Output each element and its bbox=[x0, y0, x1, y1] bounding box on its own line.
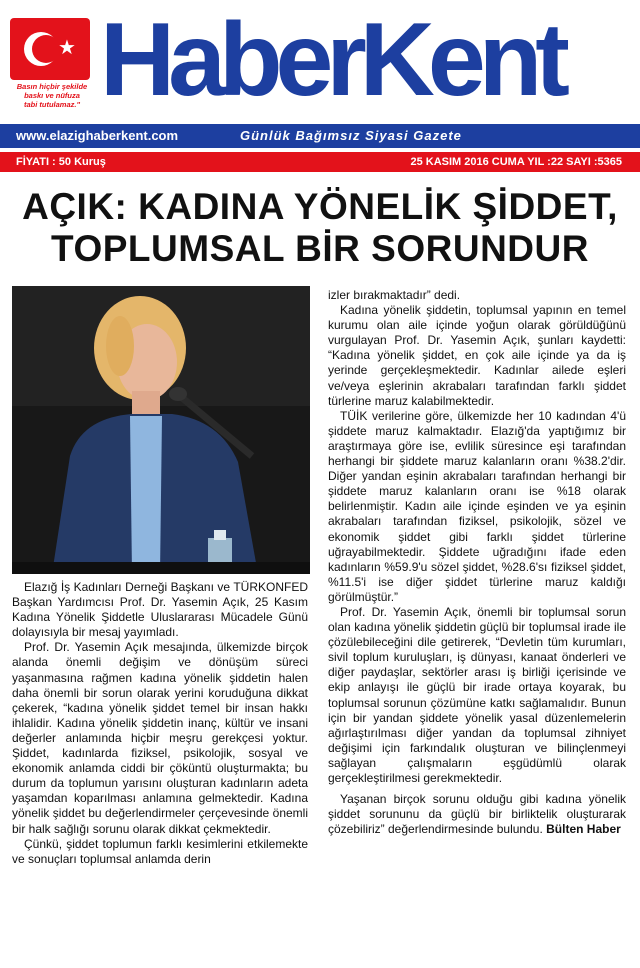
website-link[interactable]: www.elazighaberkent.com bbox=[16, 128, 179, 143]
article-photo bbox=[12, 286, 310, 574]
newspaper-slogan: Günlük Bağımsız Siyasi Gazete bbox=[240, 128, 462, 143]
article-paragraph: Prof. Dr. Yasemin Açık, önemli bir toplumsal sorun olan kadına yönelik şiddetin güçlü bir toplumsal irade ile çözülebileceğini dile getirerek, “Devletin tüm kurumları, sivil toplum kuruluşları, iş dünyası, kanaat önderleri ve diğer paydaşlar, sektörler arası iş birliği içerisinde ve ekip anlayışı ile güçlü bir irade ortaya koyarak, bu toplumsal sorunun çözümüne katkı sağlamalıdır. Bunun için bir yandan şiddete yönelik yasal düzenlemelerin ağırlaştırılması diğer yandan da toplumsal zihniyet değişimi için farkındalık oluşturan ve bilinçlenmeyi sağlayan çalışmaların eşgüdümlü olarak gerçekleştirilmesi gerekmektedir. bbox=[328, 604, 626, 785]
motto-line: Basın hiçbir şekilde bbox=[16, 82, 88, 91]
article-paragraph: Prof. Dr. Yasemin Açık mesajında, ülkemizde birçok alanda önemli değişim ve dönüşüm süreci yaşanmasına rağmen kadına yönelik şiddetin halen daha önemli bir sorun olarak yerini koruduğuna dikkat çekerek, “kadına yönelik şiddet temel bir insan hakkı ihlalidir. Kadına yönelik şiddetin inanç, kültür ve insani değerler anlamında hiçbir meşru gerekçesi yoktur. Şiddet, kadınlarda fiziksel, psikolojik, sosyal ve ekonomik anlamda ciddi bir çöküntü oluşturmakta; bu durum da toplumun yarısını oluşturan kadınların adeta yaşamdan koparılması anlamına gelmektedir. Kadına yönelik şiddet bu değerlendirmeler çerçevesinde önemli bir halk sağlığı sorunu olarak dikkat çekmektedir. bbox=[12, 640, 308, 836]
motto-line: tabi tutulamaz." bbox=[23, 100, 81, 109]
article-paragraph-final bbox=[328, 792, 626, 837]
article-paragraph: Kadına yönelik şiddetin, toplumsal yapının en temel kurumu olan aile içinde yoğun olarak görüldüğünü vurgulayan Prof. Dr. Yasemin Açık, şunları kaydetti: “Kadına yönelik şiddet, en çok aile içinde ya da iş yerinde gerçekleşmektedir. Kadınlar ailede eşleri ve/veya eşlerinin akrabaları tarafından farklı şiddet türlerine maruz kalabilmektedir. bbox=[328, 303, 626, 408]
article-column-left bbox=[12, 580, 308, 867]
headline-line: TOPLUMSAL BİR SORUNDUR bbox=[51, 228, 589, 269]
article-headline bbox=[0, 186, 640, 270]
headline-line: AÇIK: KADINA YÖNELİK ŞİDDET, bbox=[22, 186, 618, 227]
article-paragraph: Elazığ İş Kadınları Derneği Başkanı ve TÜRKONFED Başkan Yardımcısı Prof. Dr. Yasemin Açık, 25 Kasım Kadına Yönelik Şiddetle Uluslararası Mücadele Günü dolayısıyla bir mesaj yayımladı. bbox=[12, 580, 308, 640]
turkish-flag-icon: ★ bbox=[10, 18, 90, 80]
article-paragraph: TÜİK verilerine göre, ülkemizde her 10 kadından 4'ü şiddete maruz kalmaktadır. Elazığ'da yaptığımız bir araştırmaya göre ise, evlilik süresince eşi tarafından herhangi bir şiddete maruz kalanların oranı %38.2'dir. Diğer yandan eşinin akrabaları tarafından herhangi bir şiddete maruz kalanların oranı ise %18 olarak belirlenmiştir. Kadın aile içinde eşinden ve ya eşinin akrabaları tarafından fiziksel, psikolojik, sözel ve ekonomik şiddet gibi farklı şiddet türlerine uğrayabilmektedir. Şiddete uğradığını ifade eden kadınların %59.9'u sözel şiddet, %28.6'sı fiziksel şiddet, %11.5'i ise diğer şiddet türlerine maruz kaldığı görülmüştür.” bbox=[328, 408, 626, 604]
article-paragraph: izler bırakmaktadır” dedi. bbox=[328, 288, 461, 302]
speaker-photo-illustration bbox=[12, 286, 310, 574]
issue-info: 25 KASIM 2016 CUMA YIL :22 SAYI :5365 bbox=[410, 156, 622, 168]
article-column-right bbox=[328, 288, 626, 837]
issue-bar bbox=[0, 152, 640, 172]
website-bar bbox=[0, 124, 640, 148]
logo-part-kent: Kent bbox=[359, 2, 563, 118]
newspaper-logo[interactable] bbox=[100, 4, 563, 116]
article-paragraph: Yaşanan birçok sorunu olduğu gibi kadına yönelik şiddet sorununu da güçlü bir birliktelik oluşturarak çözebiliriz” değerlendirmesinde bulundu. bbox=[328, 792, 626, 837]
logo-part-haber: Haber bbox=[100, 2, 360, 118]
motto-line: baskı ve nüfuza bbox=[24, 91, 80, 100]
price-label: FİYATI : 50 Kuruş bbox=[16, 156, 106, 168]
masthead-motto bbox=[10, 82, 94, 109]
article-paragraph: Çünkü, şiddet toplumun farklı kesimlerini etkilemekte ve sonuçları toplumsal anlamda derin bbox=[12, 836, 308, 866]
article-byline: Bülten Haber bbox=[546, 822, 621, 837]
masthead bbox=[0, 0, 640, 150]
